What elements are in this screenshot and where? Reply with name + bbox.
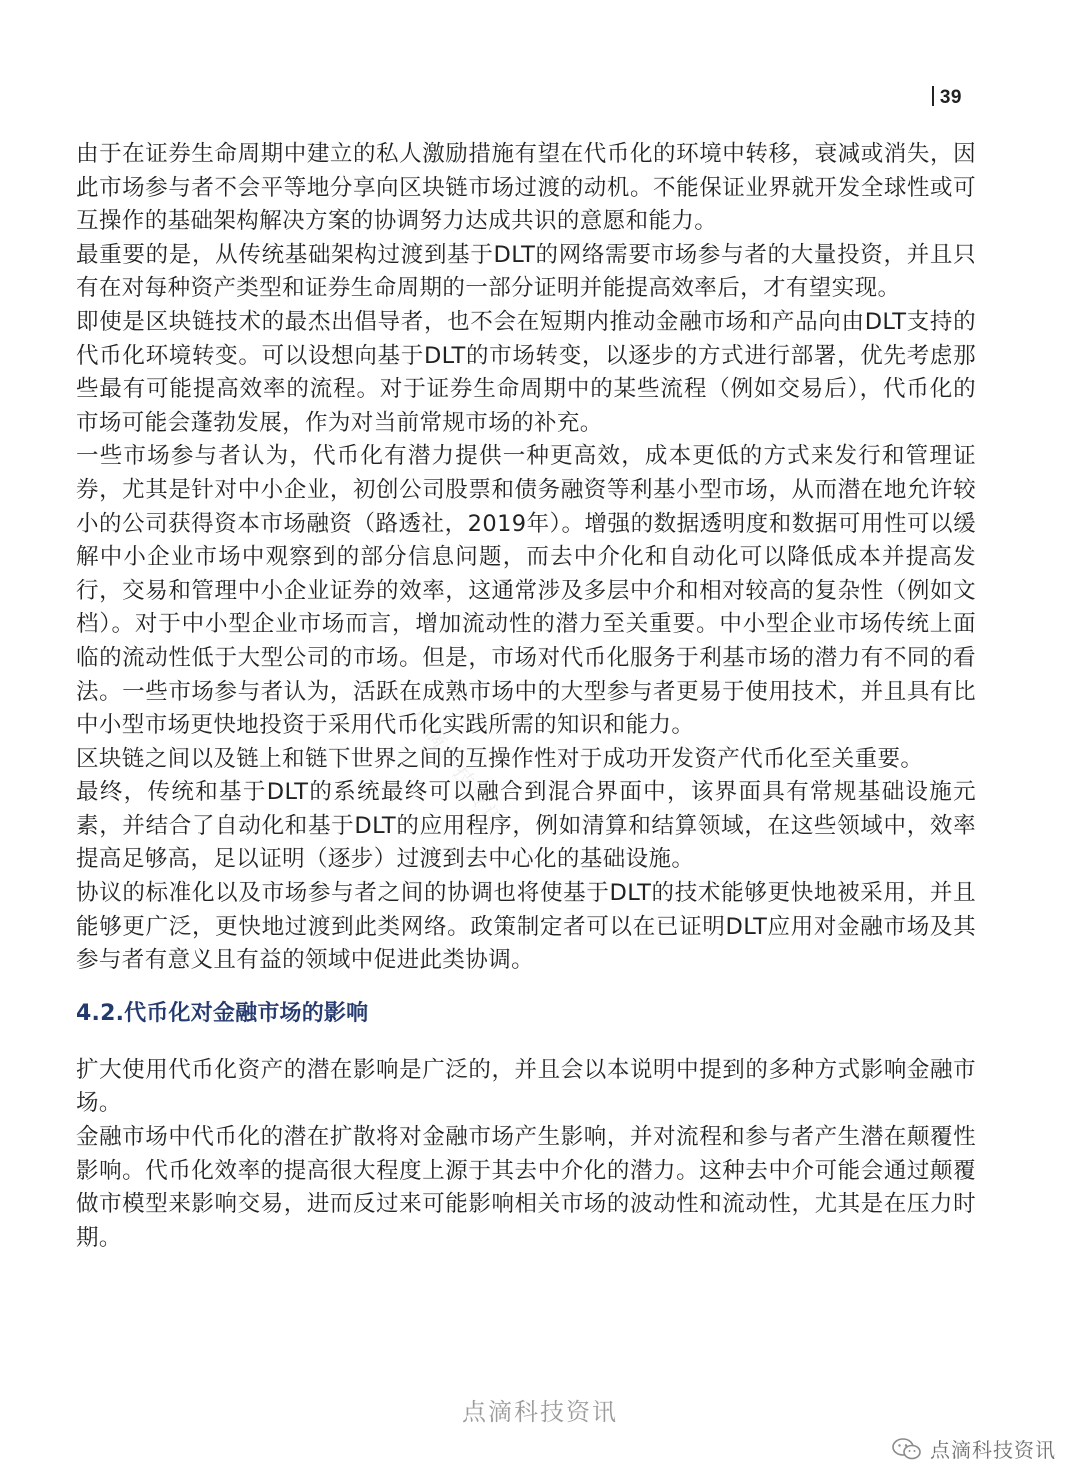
paragraph: 协议的标准化以及市场参与者之间的协调也将使基于DLT的技术能够更快地被采用，并且能够更广泛，更快地过渡到此类网络。政策制定者可以在已证明DLT应用对金融市场及其参与者有意义且有益的领域中促进此类协调。 xyxy=(76,880,976,974)
paragraph: 区块链之间以及链上和链下世界之间的互操作性对于成功开发资产代币化至关重要。 xyxy=(76,745,924,772)
paragraph: 最终，传统和基于DLT的系统最终可以融合到混合界面中，该界面具有常规基础设施元素，并结合了自动化和基于DLT的应用程序，例如清算和结算领域，在这些领域中，效率提高足够高，足以证明（逐步）过渡到去中心化的基础设施。 xyxy=(76,779,976,873)
page-number xyxy=(932,86,962,109)
paragraph: 由于在证券生命周期中建立的私人激励措施有望在代币化的环境中转移，衰减或消失，因此市场参与者不会平等地分享向区块链市场过渡的动机。不能保证业界就开发全球性或可互操作的基础架构解决方案的协调努力达成共识的意愿和能力。 xyxy=(76,141,976,235)
paragraph: 一些市场参与者认为，代币化有潜力提供一种更高效，成本更低的方式来发行和管理证券，尤其是针对中小企业，初创公司股票和债务融资等利基小型市场，从而潜在地允许较小的公司获得资本市场融资（路透社，2019年）。增强的数据透明度和数据可用性可以缓解中小企业市场中观察到的部分信息问题，而去中介化和自动化可以降低成本并提高发行，交易和管理中小企业证券的效率，这通常涉及多层中介和相对较高的复杂性（例如文档）。对于中小型企业市场而言，增加流动性的潜力至关重要。中小型企业市场传统上面临的流动性低于大型公司的市场。但是，市场对代币化服务于利基市场的潜力有不同的看法。一些市场参与者认为，活跃在成熟市场中的大型参与者更易于使用技术，并且具有比中小型市场更快地投资于采用代币化实践所需的知识和能力。 xyxy=(76,443,976,739)
diagonal-watermark: 点滴科技资讯 xyxy=(407,702,510,835)
page-number-divider xyxy=(932,86,934,106)
document-body xyxy=(76,138,976,1255)
section-heading: 4.2.代币化对金融市场的影响 xyxy=(76,1000,369,1026)
paragraph: 扩大使用代币化资产的潜在影响是广泛的，并且会以本说明中提到的多种方式影响金融市场。 xyxy=(76,1056,976,1117)
footer-watermark: 点滴科技资讯 xyxy=(462,1398,618,1426)
wechat-account-name: 点滴科技资讯 xyxy=(930,1438,1056,1462)
paragraph: 最重要的是，从传统基础架构过渡到基于DLT的网络需要市场参与者的大量投资，并且只有在对每种资产类型和证券生命周期的一部分证明并能提高效率后，才有望实现。 xyxy=(76,241,976,302)
paragraph: 即使是区块链技术的最杰出倡导者，也不会在短期内推动金融市场和产品向由DLT支持的代币化环境转变。可以设想向基于DLT的市场转变，以逐步的方式进行部署，优先考虑那些最有可能提高效率的流程。对于证券生命周期中的某些流程（例如交易后），代币化的市场可能会蓬勃发展，作为对当前常规市场的补充。 xyxy=(76,308,976,436)
paragraph: 金融市场中代币化的潜在扩散将对金融市场产生影响，并对流程和参与者产生潜在颠覆性影响。代币化效率的提高很大程度上源于其去中介化的潜力。这种去中介可能会通过颠覆做市模型来影响交易，进而反过来可能影响相关市场的波动性和流动性，尤其是在压力时期。 xyxy=(76,1124,976,1251)
wechat-icon xyxy=(892,1437,922,1461)
page-number-text: 39 xyxy=(939,87,962,108)
wechat-account-badge xyxy=(892,1434,1056,1463)
